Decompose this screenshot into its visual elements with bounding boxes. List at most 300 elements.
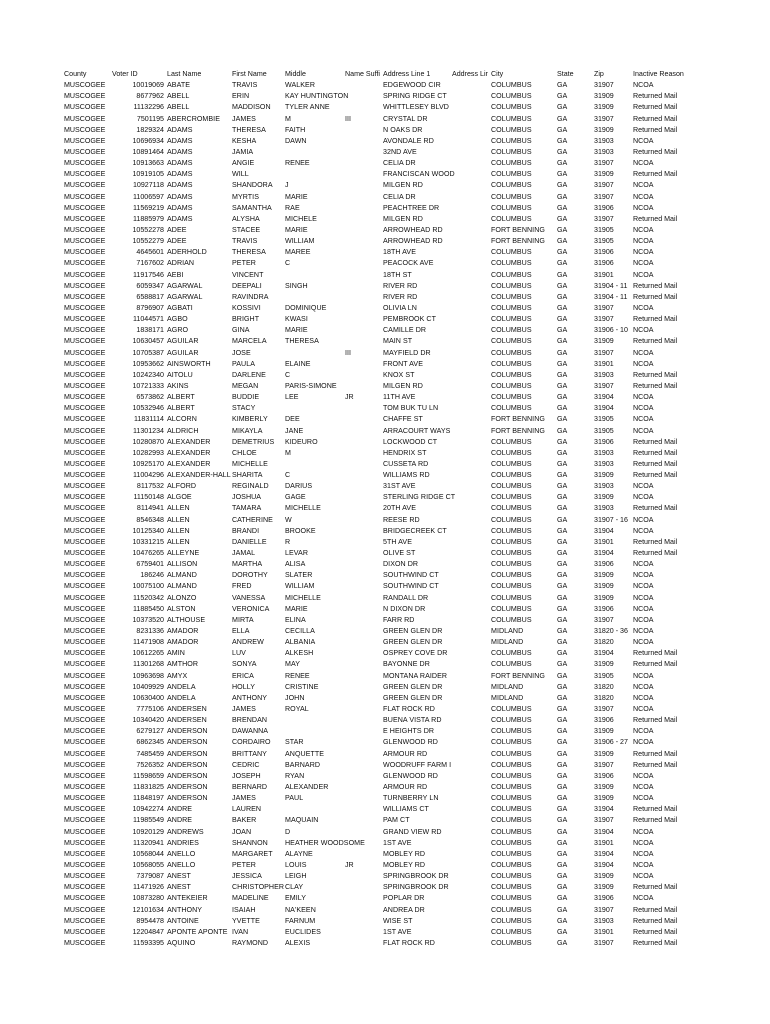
first-name-cell: JOSE [232,348,251,357]
last-name-cell: ALLISON [167,560,198,569]
city-cell: COLUMBUS [491,159,532,168]
voter-id-cell: 7501195 [136,114,164,123]
zip-cell: 31904 [594,805,614,814]
state-cell: GA [557,537,568,546]
inactive-reason-cell: Returned Mail [633,504,678,513]
last-name-cell: AQUINO [167,938,196,947]
county-cell: MUSCOGEE [64,749,106,758]
voter-id-cell: 6279127 [136,727,164,736]
city-cell: COLUMBUS [491,571,532,580]
voter-id-cell: 10552279 [132,237,164,246]
zip-cell: 31909 [594,872,614,881]
zip-cell: 31904 [594,827,614,836]
address-line-1-cell: AVONDALE RD [383,136,434,145]
state-cell: GA [557,203,568,212]
zip-cell: 31907 [594,159,614,168]
inactive-reason-cell: NCOA [633,638,654,647]
first-name-cell: CHRISTOPHER [232,883,285,892]
middle-name-cell: STAR [285,738,304,747]
last-name-cell: ANDERSON [167,794,208,803]
county-cell: MUSCOGEE [64,125,106,134]
county-cell: MUSCOGEE [64,459,106,468]
county-cell: MUSCOGEE [64,181,106,190]
name-suffix-cell: JR [345,393,354,402]
first-name-cell: PAULA [232,359,255,368]
address-line-1-cell: PEMBROOK CT [383,315,436,324]
inactive-reason-cell: Returned Mail [633,125,678,134]
state-cell: GA [557,615,568,624]
zip-cell: 31906 [594,604,614,613]
zip-cell: 31906 [594,437,614,446]
county-cell: MUSCOGEE [64,604,106,613]
state-cell: GA [557,771,568,780]
table-row [0,726,770,737]
address-line-1-cell: CAMILLE DR [383,326,427,335]
first-name-cell: YVETTE [232,916,260,925]
middle-name-cell: C [285,259,291,268]
address-line-1-cell: GREEN GLEN DR [383,693,443,702]
first-name-cell: TRAVIS [232,237,258,246]
state-cell: GA [557,816,568,825]
inactive-reason-cell: NCOA [633,627,654,636]
last-name-cell: ANTHONY [167,905,203,914]
zip-cell: 31909 [594,571,614,580]
address-line-1-cell: CUSSETA RD [383,459,429,468]
header-city: City [491,70,504,78]
table-row [0,659,770,670]
first-name-cell: ANGIE [232,159,255,168]
zip-cell: 31909 [594,471,614,480]
middle-name-cell: LEIGH [285,872,307,881]
table-row [0,515,770,526]
table-row [0,860,770,871]
first-name-cell: GINA [232,326,250,335]
middle-name-cell: ALEXANDER [285,783,329,791]
county-cell: MUSCOGEE [64,727,106,736]
first-name-cell: DARLENE [232,370,266,379]
address-line-1-cell: E HEIGHTS DR [383,727,435,736]
table-row [0,637,770,648]
state-cell: GA [557,103,568,112]
middle-name-cell: PARIS-SIMONE [285,381,337,390]
voter-id-cell: 7485459 [136,749,164,758]
table-row [0,91,770,102]
voter-id-cell: 6573862 [136,393,164,402]
header-state: State [557,70,574,78]
voter-id-cell: 10963698 [132,671,164,680]
inactive-reason-cell: Returned Mail [633,437,678,446]
zip-cell: 31903 [594,916,614,925]
table-row [0,626,770,637]
voter-id-cell: 7167602 [136,259,164,268]
state-cell: GA [557,827,568,836]
county-cell: MUSCOGEE [64,872,106,881]
zip-cell: 31905 [594,671,614,680]
state-cell: GA [557,482,568,491]
last-name-cell: ALEXANDER [167,448,211,457]
table-row [0,448,770,459]
city-cell: COLUMBUS [491,549,532,558]
address-line-1-cell: 1ST AVE [383,838,412,847]
zip-cell: 31906 [594,560,614,569]
last-name-cell: ANEST [167,883,191,892]
voter-id-cell: 8677962 [136,92,164,101]
last-name-cell: AKINS [167,381,189,390]
middle-name-cell: WILLIAM [285,582,315,591]
inactive-reason-cell: NCOA [633,404,654,413]
address-line-1-cell: WOODRUFF FARM I [383,760,452,769]
last-name-cell: ABELL [167,92,190,101]
city-cell: COLUMBUS [491,615,532,624]
first-name-cell: SAMANTHA [232,203,272,212]
county-cell: MUSCOGEE [64,281,106,290]
state-cell: GA [557,214,568,223]
zip-cell: 31907 [594,181,614,190]
zip-cell: 31909 [594,794,614,803]
zip-cell: 31907 [594,381,614,390]
middle-name-cell: C [285,370,291,379]
state-cell: GA [557,738,568,747]
first-name-cell: SONYA [232,660,257,669]
city-cell: COLUMBUS [491,81,532,90]
last-name-cell: ADEE [167,237,187,246]
city-cell: COLUMBUS [491,526,532,535]
table-row [0,838,770,849]
voter-id-cell: 8231336 [136,627,164,636]
county-cell: MUSCOGEE [64,537,106,546]
state-cell: GA [557,170,568,179]
state-cell: GA [557,783,568,791]
zip-cell: 31904 [594,526,614,535]
inactive-reason-cell: Returned Mail [633,147,678,156]
middle-name-cell: ALBANIA [285,638,316,647]
middle-name-cell: MARIE [285,192,308,201]
inactive-reason-cell: NCOA [633,860,654,869]
address-line-1-cell: SOUTHWIND CT [383,571,439,580]
zip-cell: 31903 [594,448,614,457]
state-cell: GA [557,136,568,145]
last-name-cell: AGRO [167,326,189,335]
state-cell: GA [557,604,568,613]
city-cell: COLUMBUS [491,827,532,836]
first-name-cell: ANTHONY [232,693,268,702]
last-name-cell: ADAMS [167,136,193,145]
city-cell: COLUMBUS [491,281,532,290]
county-cell: MUSCOGEE [64,237,106,246]
last-name-cell: ADAMS [167,125,193,134]
first-name-cell: REGINALD [232,482,269,491]
voter-id-cell: 10919105 [132,170,164,179]
inactive-reason-cell: NCOA [633,671,654,680]
state-cell: GA [557,693,568,702]
voter-id-cell: 12204847 [132,927,164,936]
state-cell: GA [557,883,568,892]
zip-cell: 31907 [594,348,614,357]
middle-name-cell: ALKESH [285,649,314,658]
zip-cell: 31907 [594,938,614,947]
last-name-cell: ADAMS [167,214,193,223]
middle-name-cell: KAY HUNTINGTON [285,92,349,101]
county-cell: MUSCOGEE [64,738,106,747]
header-middle: Middle [285,70,306,78]
first-name-cell: ISAIAH [232,905,256,914]
inactive-reason-cell: NCOA [633,693,654,702]
table-row [0,827,770,838]
zip-cell: 31907 [594,760,614,769]
table-row [0,158,770,169]
table-row [0,682,770,693]
inactive-reason-cell: Returned Mail [633,170,678,179]
voter-id-cell: 10612265 [132,649,164,658]
voter-id-cell: 7379087 [136,872,164,881]
first-name-cell: BRENDAN [232,716,268,725]
first-name-cell: MEGAN [232,381,259,390]
inactive-reason-cell: NCOA [633,593,654,602]
city-cell: COLUMBUS [491,838,532,847]
last-name-cell: ADAMS [167,203,193,212]
address-line-1-cell: TURNBERRY LN [383,794,439,803]
county-cell: MUSCOGEE [64,482,106,491]
inactive-reason-cell: NCOA [633,515,654,524]
last-name-cell: ALLEN [167,537,190,546]
first-name-cell: ERIN [232,92,250,101]
first-name-cell: MIRTA [232,615,254,624]
voter-id-cell: 10242340 [132,370,164,379]
county-cell: MUSCOGEE [64,560,106,569]
inactive-reason-cell: Returned Mail [633,805,678,814]
first-name-cell: DEEPALI [232,281,262,290]
state-cell: GA [557,315,568,324]
middle-name-cell: PAUL [285,794,304,803]
zip-cell: 31909 [594,103,614,112]
city-cell: COLUMBUS [491,872,532,881]
state-cell: GA [557,292,568,301]
table-row [0,548,770,559]
city-cell: COLUMBUS [491,359,532,368]
county-cell: MUSCOGEE [64,270,106,279]
voter-id-cell: 6862345 [136,738,164,747]
inactive-reason-cell: NCOA [633,81,654,90]
middle-name-cell: MICHELLE [285,504,321,513]
middle-name-cell: ELAINE [285,359,311,368]
middle-name-cell: CECILLA [285,627,315,636]
county-cell: MUSCOGEE [64,660,106,669]
voter-id-cell: 8114941 [136,504,164,513]
header-voter-id: Voter ID [112,70,138,78]
name-suffix-cell: III [345,348,351,357]
table-row [0,459,770,470]
voter-id-cell: 11985549 [132,816,164,825]
zip-cell: 31907 [594,81,614,90]
last-name-cell: ALEXANDER [167,459,211,468]
state-cell: GA [557,671,568,680]
voter-id-cell: 11320941 [132,838,164,847]
zip-cell: 31909 [594,582,614,591]
middle-name-cell: MICHELLE [285,593,321,602]
last-name-cell: AMADOR [167,627,199,636]
last-name-cell: ALLEYNE [167,549,200,558]
table-row [0,247,770,258]
table-body [0,80,770,949]
county-cell: MUSCOGEE [64,693,106,702]
inactive-reason-cell: Returned Mail [633,103,678,112]
first-name-cell: STACY [232,404,256,413]
last-name-cell: ANDERSON [167,738,208,747]
county-cell: MUSCOGEE [64,359,106,368]
last-name-cell: ALEXANDER-HALL [167,471,231,480]
voter-id-cell: 10532946 [132,404,164,413]
zip-cell: 31907 [594,303,614,312]
table-row [0,292,770,303]
middle-name-cell: KIDEURO [285,437,318,446]
inactive-reason-cell: NCOA [633,237,654,246]
county-cell: MUSCOGEE [64,827,106,836]
last-name-cell: ALONZO [167,593,197,602]
last-name-cell: ADAMS [167,159,193,168]
inactive-reason-cell: Returned Mail [633,370,678,379]
last-name-cell: ANDERSON [167,783,208,791]
middle-name-cell: MAY [285,660,300,669]
zip-cell: 31904 [594,860,614,869]
last-name-cell: ANDRE [167,816,193,825]
city-cell: COLUMBUS [491,381,532,390]
inactive-reason-cell: Returned Mail [633,749,678,758]
city-cell: COLUMBUS [491,315,532,324]
county-cell: MUSCOGEE [64,303,106,312]
middle-name-cell: RENEE [285,671,310,680]
middle-name-cell: LOUIS [285,860,307,869]
voter-id-cell: 11593395 [132,938,164,947]
address-line-1-cell: CELIA DR [383,159,416,168]
voter-id-cell: 11520342 [132,593,164,602]
voter-id-cell: 11885979 [132,214,164,223]
last-name-cell: ALEXANDER [167,437,211,446]
city-cell: MIDLAND [491,638,524,647]
first-name-cell: ELLA [232,627,250,636]
first-name-cell: SHANNON [232,838,268,847]
address-line-1-cell: ARMOUR RD [383,783,428,791]
inactive-reason-cell: Returned Mail [633,905,678,914]
address-line-1-cell: GREEN GLEN DR [383,682,443,691]
inactive-reason-cell: NCOA [633,426,654,435]
county-cell: MUSCOGEE [64,159,106,168]
county-cell: MUSCOGEE [64,883,106,892]
state-cell: GA [557,381,568,390]
address-line-1-cell: CELIA DR [383,192,416,201]
city-cell: COLUMBUS [491,916,532,925]
state-cell: GA [557,749,568,758]
inactive-reason-cell: NCOA [633,259,654,268]
county-cell: MUSCOGEE [64,638,106,647]
address-line-1-cell: FARR RD [383,615,415,624]
last-name-cell: ALGOE [167,493,192,502]
state-cell: GA [557,192,568,201]
zip-cell: 31906 [594,716,614,725]
voter-id-cell: 11004296 [132,471,164,480]
middle-name-cell: BROOKE [285,526,316,535]
first-name-cell: RAYMOND [232,938,269,947]
address-line-1-cell: PEACHTREE DR [383,203,440,212]
last-name-cell: ADAMS [167,192,193,201]
middle-name-cell: ALEXIS [285,938,311,947]
middle-name-cell: W [285,515,292,524]
state-cell: GA [557,237,568,246]
state-cell: GA [557,147,568,156]
city-cell: COLUMBUS [491,170,532,179]
table-row [0,325,770,336]
zip-cell: 31907 [594,114,614,123]
first-name-cell: DEMETRIUS [232,437,275,446]
state-cell: GA [557,493,568,502]
first-name-cell: ERICA [232,671,254,680]
table-row [0,537,770,548]
table-row [0,437,770,448]
zip-cell: 31904 [594,549,614,558]
table-row [0,815,770,826]
county-cell: MUSCOGEE [64,938,106,947]
inactive-reason-cell: NCOA [633,827,654,836]
last-name-cell: ANELLO [167,860,196,869]
state-cell: GA [557,727,568,736]
address-line-1-cell: SPRINGBROOK DR [383,872,449,881]
inactive-reason-cell: NCOA [633,303,654,312]
city-cell: MIDLAND [491,627,524,636]
first-name-cell: ANDREW [232,638,264,647]
city-cell: COLUMBUS [491,114,532,123]
middle-name-cell: LEE [285,393,299,402]
state-cell: GA [557,571,568,580]
zip-cell: 31909 [594,727,614,736]
address-line-1-cell: REESE RD [383,515,420,524]
state-cell: GA [557,393,568,402]
first-name-cell: DAWANNA [232,727,269,736]
zip-cell: 31909 [594,749,614,758]
last-name-cell: ALMAND [167,571,197,580]
voter-id-cell: 10891464 [132,147,164,156]
last-name-cell: ANDERSON [167,771,208,780]
county-cell: MUSCOGEE [64,415,106,424]
inactive-reason-cell: Returned Mail [633,760,678,769]
first-name-cell: BUDDIE [232,393,260,402]
county-cell: MUSCOGEE [64,448,106,457]
city-cell: COLUMBUS [491,560,532,569]
table-row [0,671,770,682]
voter-id-cell: 10630457 [132,337,164,346]
state-cell: GA [557,114,568,123]
county-cell: MUSCOGEE [64,370,106,379]
last-name-cell: ABATE [167,81,190,90]
first-name-cell: JOAN [232,827,252,836]
city-cell: COLUMBUS [491,448,532,457]
middle-name-cell: NA'KEEN [285,905,316,914]
county-cell: MUSCOGEE [64,259,106,268]
city-cell: COLUMBUS [491,248,532,257]
voter-id-cell: 10942274 [132,805,164,814]
first-name-cell: LUV [232,649,246,658]
first-name-cell: VINCENT [232,270,264,279]
state-cell: GA [557,370,568,379]
state-cell: GA [557,627,568,636]
last-name-cell: AMTHOR [167,660,199,669]
city-cell: COLUMBUS [491,883,532,892]
first-name-cell: TRAVIS [232,81,258,90]
middle-name-cell: CRISTINE [285,682,319,691]
inactive-reason-cell: Returned Mail [633,660,678,669]
voter-id-cell: 7526352 [136,760,164,769]
table-row [0,648,770,659]
state-cell: GA [557,927,568,936]
zip-cell: 31901 [594,537,614,546]
